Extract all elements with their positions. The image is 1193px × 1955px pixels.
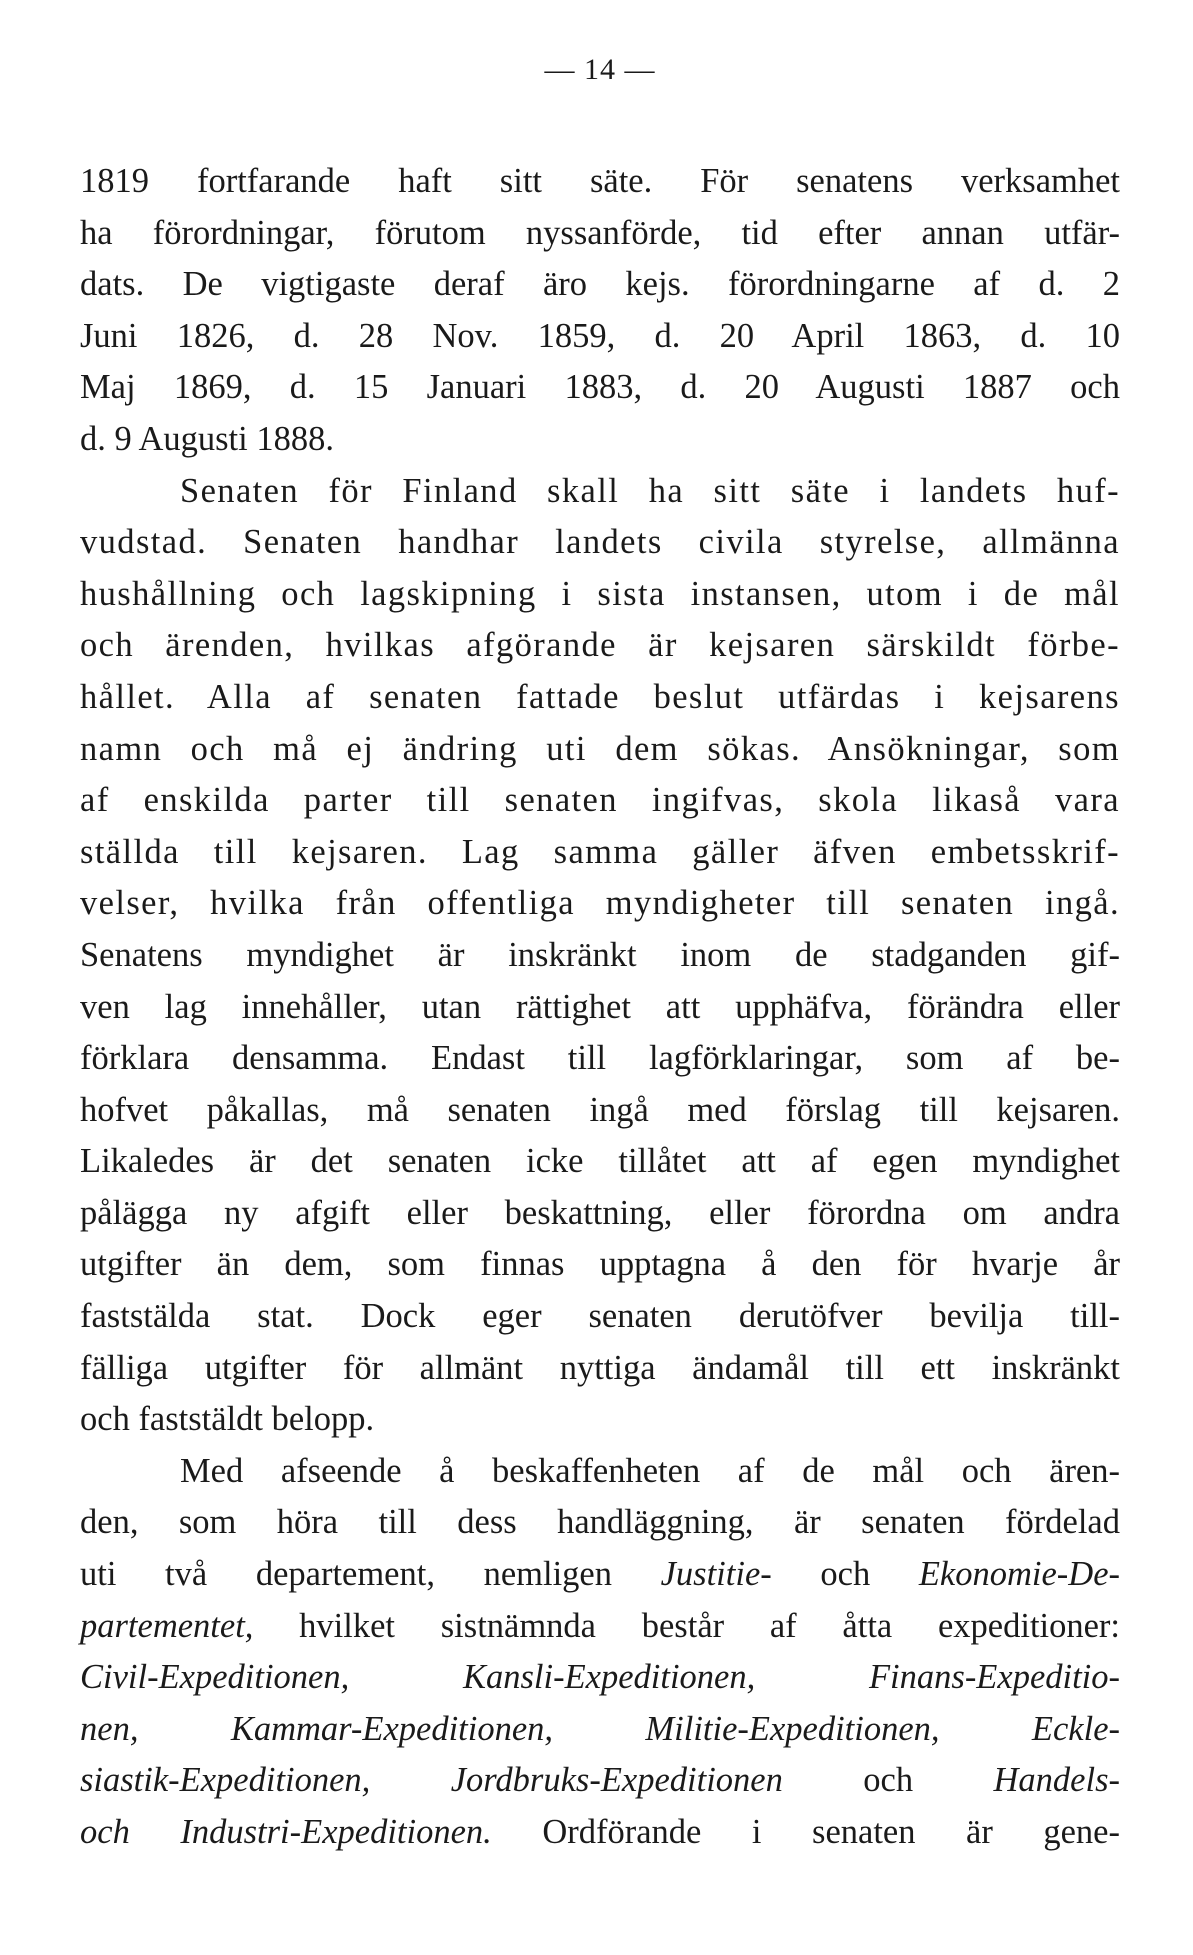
italic-term: Ekonomie-De-: [918, 1555, 1120, 1594]
italic-term: Justitie-: [660, 1555, 772, 1594]
page-number-header: — 14 —: [544, 53, 656, 86]
text-line: ha förordningar, förutom nyssanförde, tid efter annan utfär-: [80, 213, 1120, 252]
text-line: Juni 1826, d. 28 Nov. 1859, d. 20 April 1863, d. 10: [80, 316, 1120, 355]
text-line: faststälda stat. Dock eger senaten derutöfver bevilja till-: [80, 1297, 1120, 1336]
text-line: Likaledes är det senaten icke tillåtet att af egen myndighet: [80, 1142, 1120, 1181]
text-line: ven lag innehåller, utan rättighet att upphäfva, förändra eller: [80, 987, 1120, 1026]
italic-term: nen, Kammar-Expeditionen, Militie-Expeditionen, Eckle-: [80, 1709, 1120, 1748]
italic-term: partementet,: [80, 1606, 254, 1645]
text-line: [80, 1755, 1120, 1807]
text-run: och: [782, 1761, 994, 1800]
text-line: af enskilda parter till senaten ingifvas, skola likaså vara: [80, 781, 1120, 820]
body-text: [80, 156, 1120, 1859]
italic-term: siastik-Expeditionen, Jordbruks-Expeditionen: [80, 1761, 783, 1800]
text-run: hvilket sistnämnda består af åtta expeditioner:: [253, 1606, 1120, 1645]
text-line: Med afseende å beskaffenheten af de mål och ären-: [180, 1451, 1120, 1490]
text-line: hushållning och lagskipning i sista instansen, utom i de mål: [80, 574, 1120, 613]
text-line: hållet. Alla af senaten fattade beslut utfärdas i kejsarens: [80, 677, 1120, 716]
document-page: [80, 40, 1120, 1859]
text-line: [80, 1601, 1120, 1653]
italic-term: Civil-Expeditionen, Kansli-Expeditionen, Finans-Expeditio-: [80, 1658, 1120, 1697]
text-run: Ordförande i senaten är gene-: [491, 1813, 1120, 1851]
text-line: [80, 1652, 1120, 1704]
italic-term: och Industri-Expeditionen.: [80, 1813, 492, 1851]
text-line: dats. De vigtigaste deraf äro kejs. förordningarne af d. 2: [80, 265, 1120, 304]
text-line: vudstad. Senaten handhar landets civila styrelse, allmänna: [80, 523, 1120, 562]
italic-term: Handels-: [993, 1761, 1120, 1800]
text-line: förklara densamma. Endast till lagförklaringar, som af be-: [80, 1039, 1120, 1078]
text-line: d. 9 Augusti 1888.: [80, 419, 334, 458]
text-run: uti två departement, nemligen: [80, 1555, 661, 1594]
text-line: velser, hvilka från offentliga myndigheter till senaten ingå.: [80, 884, 1120, 923]
text-line: och ärenden, hvilkas afgörande är kejsaren särskildt förbe-: [80, 626, 1120, 665]
text-line: fälliga utgifter för allmänt nyttiga ändamål till ett inskränkt: [80, 1348, 1120, 1387]
text-line: namn och må ej ändring uti dem sökas. Ansökningar, som: [80, 729, 1120, 768]
text-run: och: [771, 1555, 919, 1594]
text-line: utgifter än dem, som finnas upptagna å den för hvarje år: [80, 1245, 1120, 1284]
text-line: 1819 fortfarande haft sitt säte. För senatens verksamhet: [80, 162, 1120, 200]
text-line: och faststäldt belopp.: [80, 1400, 375, 1439]
text-line: [80, 1549, 1120, 1601]
text-line: Senatens myndighet är inskränkt inom de stadganden gif-: [80, 935, 1120, 974]
text-line: den, som höra till dess handläggning, är senaten fördelad: [80, 1503, 1120, 1542]
text-line: [80, 1807, 1120, 1859]
text-line: Senaten för Finland skall ha sitt säte i landets huf-: [180, 471, 1120, 510]
text-line: Maj 1869, d. 15 Januari 1883, d. 20 Augusti 1887 och: [80, 368, 1120, 407]
text-line: ställda till kejsaren. Lag samma gäller äfven embetsskrif-: [80, 832, 1120, 871]
text-line: pålägga ny afgift eller beskattning, eller förordna om andra: [80, 1193, 1120, 1232]
text-line: [80, 1704, 1120, 1756]
text-line: hofvet påkallas, må senaten ingå med förslag till kejsaren.: [80, 1090, 1120, 1129]
